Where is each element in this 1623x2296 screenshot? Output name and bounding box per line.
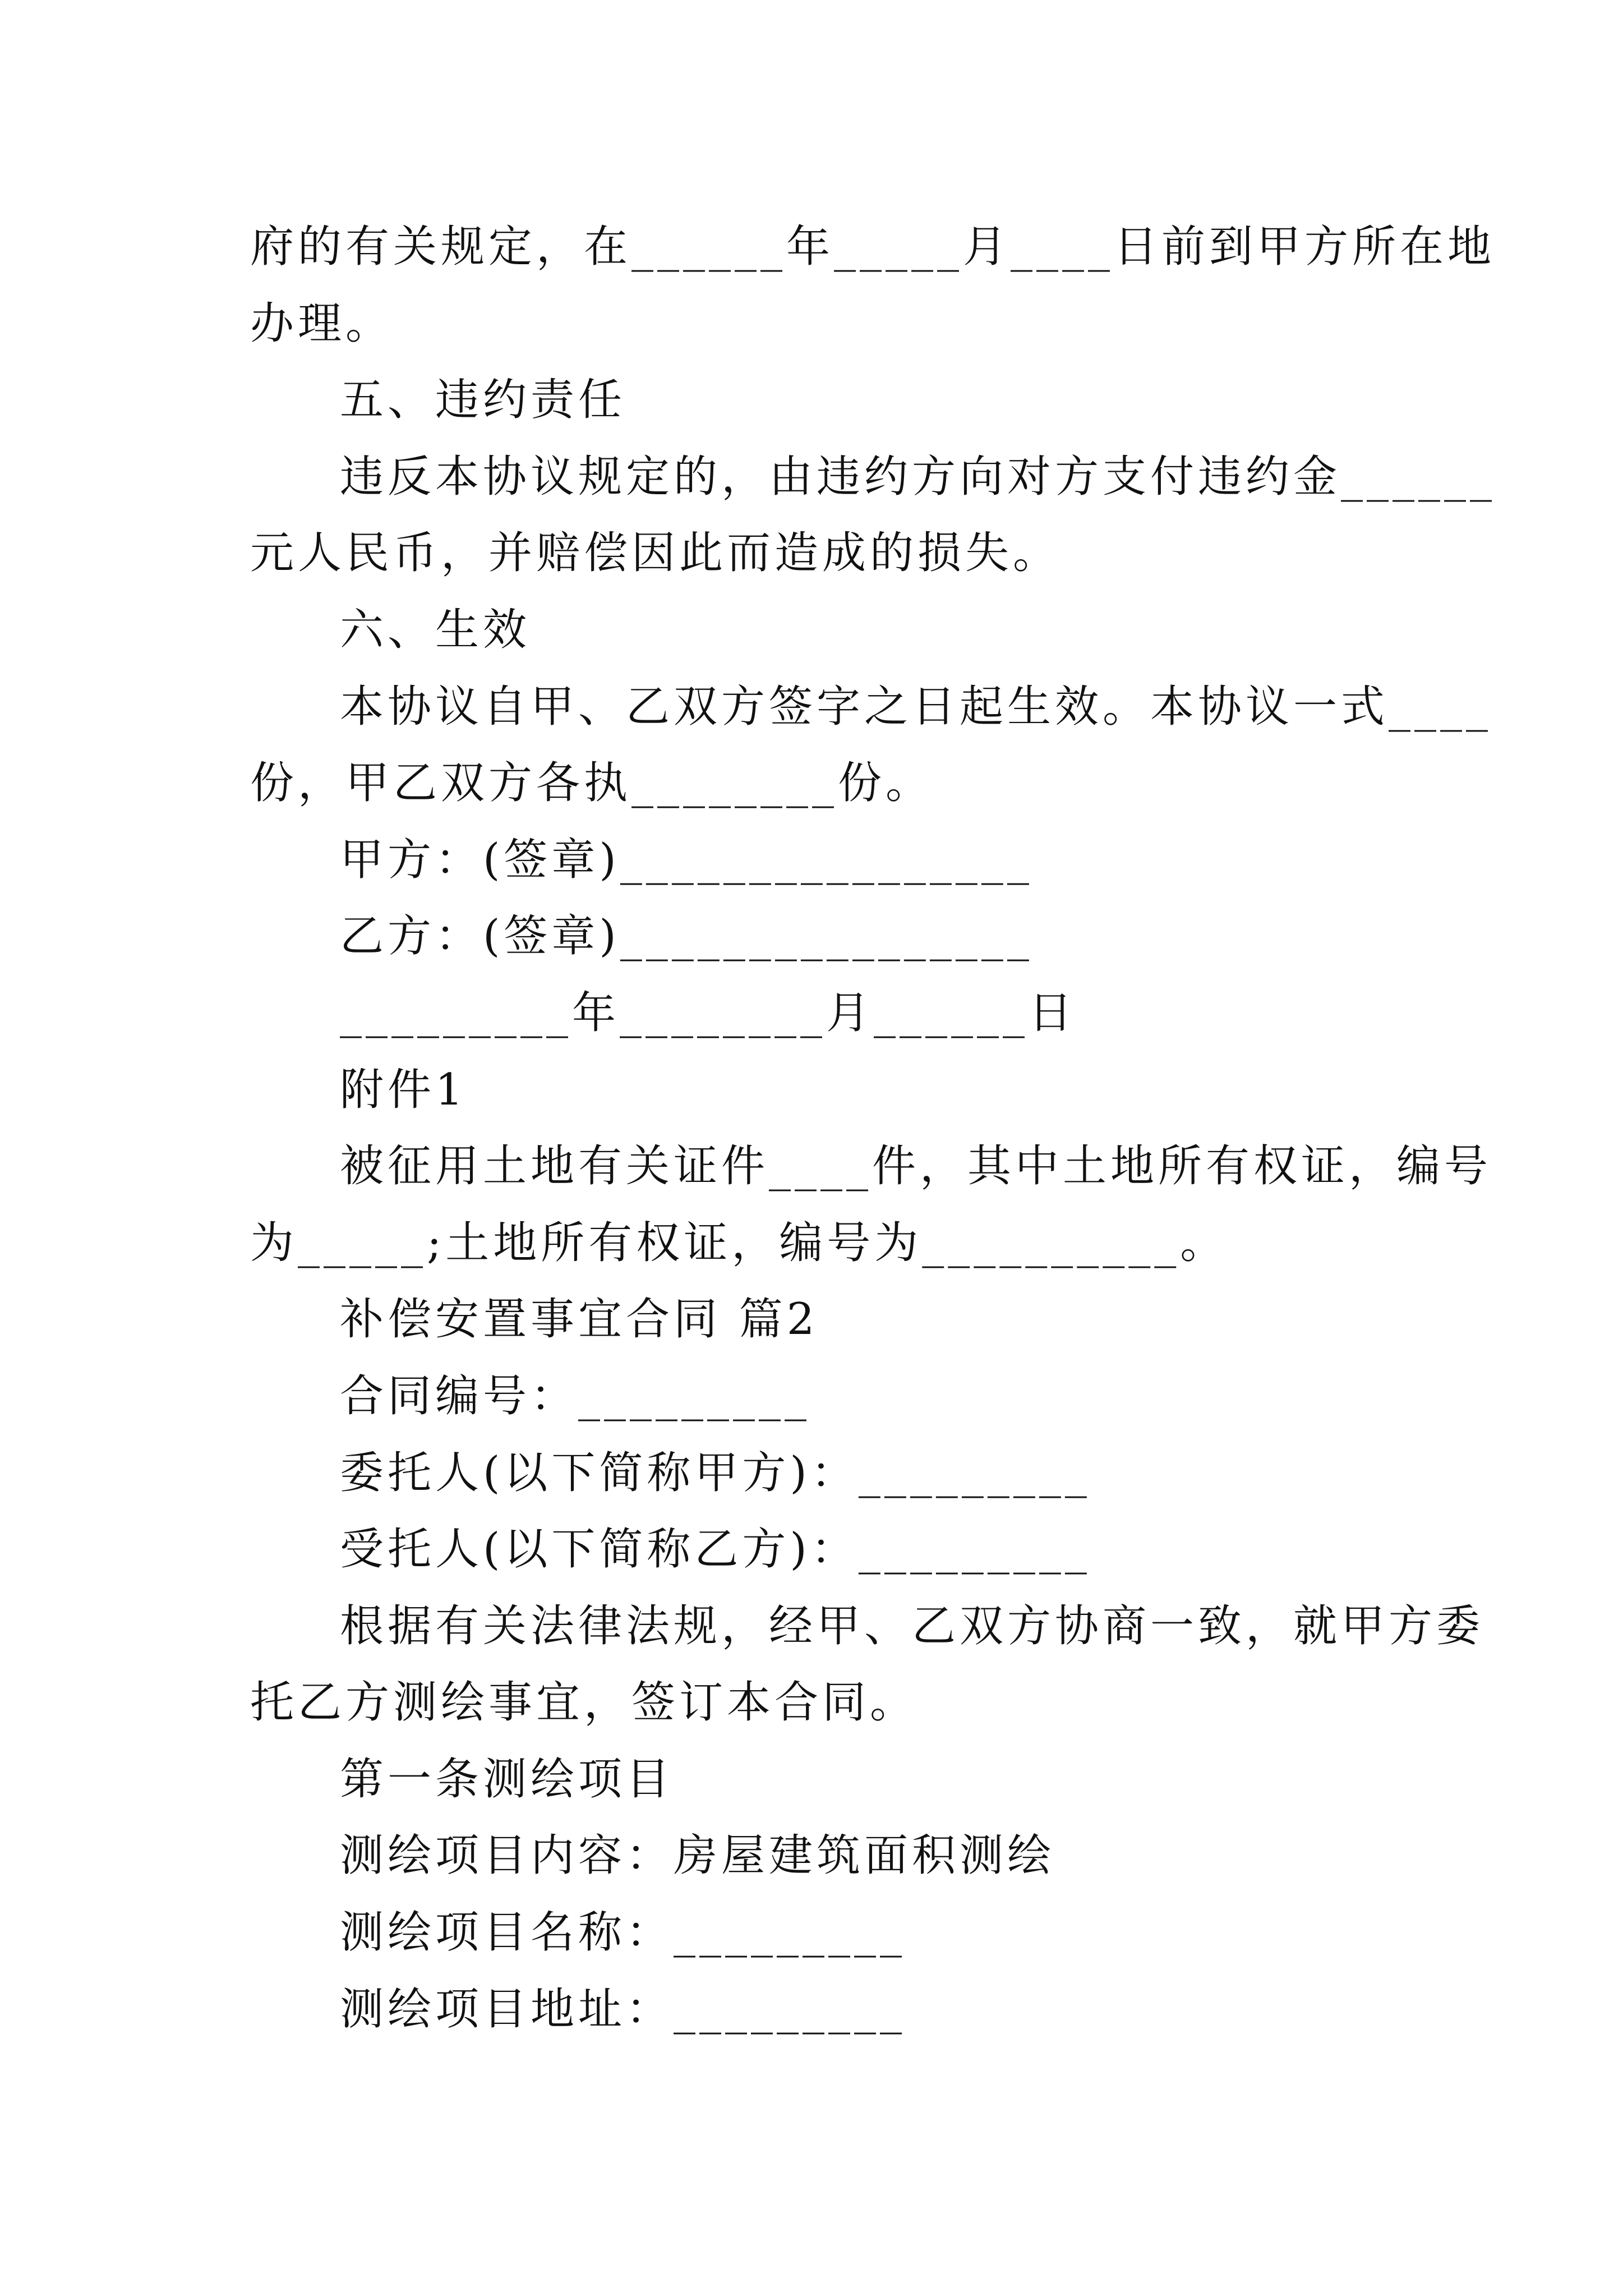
signature-line-party-a: 甲方：(签章)________________ (340, 834, 1033, 885)
project-content-line: 测绘项目内容：房屋建筑面积测绘 (340, 1830, 1055, 1881)
text-line: 份，甲乙双方各执________份。 (250, 758, 934, 809)
text-line: 本协议自甲、乙双方签字之日起生效。本协议一式____ (340, 681, 1492, 732)
text-line: 被征用土地有关证件____件，其中土地所有权证，编号 (340, 1141, 1492, 1192)
contractor-field: 受托人(以下简称乙方)：_________ (340, 1524, 1091, 1575)
contract-number-field: 合同编号：_________ (340, 1370, 811, 1421)
project-address-field: 测绘项目地址：_________ (340, 1984, 906, 2035)
text-line: 元人民币，并赔偿因此而造成的损失。 (250, 528, 1061, 579)
section-heading: 五、违约责任 (340, 375, 626, 426)
text-line: 府的有关规定，在______年_____月____日前到甲方所在地 (250, 222, 1496, 272)
document-body (250, 209, 1496, 2047)
signature-line-party-b: 乙方：(签章)________________ (340, 911, 1033, 962)
client-field: 委托人(以下简称甲方)：_________ (340, 1447, 1091, 1498)
project-name-field: 测绘项目名称：_________ (340, 1907, 906, 1958)
contract-title: 补偿安置事宜合同 篇2 (340, 1294, 819, 1345)
text-line: 根据有关法律法规，经甲、乙双方协商一致，就甲方委 (340, 1600, 1484, 1651)
attachment-heading: 附件1 (340, 1064, 467, 1115)
text-line: 为_____;土地所有权证，编号为__________。 (250, 1217, 1228, 1268)
section-heading: 六、生效 (340, 604, 531, 655)
text-line: 托乙方测绘事宜，签订本合同。 (250, 1677, 918, 1728)
text-line: 违反本协议规定的，由违约方向对方支付违约金______ (340, 451, 1496, 502)
article-heading: 第一条测绘项目 (340, 1754, 674, 1805)
date-line: _________年________月______日 (340, 987, 1077, 1038)
text-line: 办理。 (250, 298, 394, 349)
